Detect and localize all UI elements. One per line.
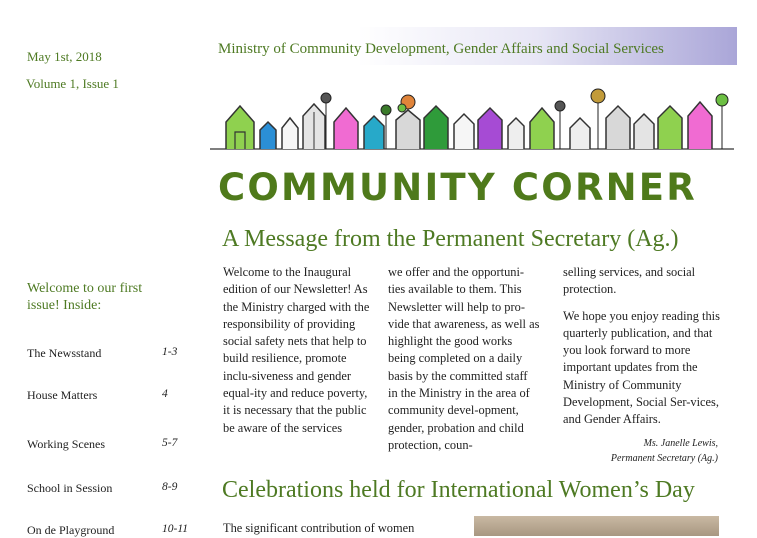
tree-4 xyxy=(555,101,565,111)
toc-item-label[interactable]: House Matters xyxy=(27,388,98,402)
house-9 xyxy=(454,114,474,149)
house-6 xyxy=(364,116,384,149)
article-column-1: Welcome to the Inaugural edition of our Newsletter! As the Ministry charged with the responsibility of providing social safety nets that help to build resilience, promote inclu-siveness and gender equal-ity and reduce poverty, it is necessary that the public be aware of the services xyxy=(223,265,370,435)
house-14 xyxy=(606,106,630,149)
sidebar-welcome: Welcome to our first issue! Inside: xyxy=(27,281,143,313)
house-10 xyxy=(478,108,502,149)
house-2 xyxy=(260,122,276,149)
article-2-photo xyxy=(474,516,719,536)
house-5 xyxy=(334,108,358,149)
signature-title: Permanent Secretary (Ag.) xyxy=(610,453,718,464)
article-column-3-paragraph-2: We hope you enjoy reading this quarterly publication, and that you look forward to more important updates from the Ministry of Community Development, Social Ser-vices, and Gender Affairs. xyxy=(563,308,720,427)
house-13 xyxy=(570,118,590,149)
article-column-2: we offer and the opportuni-ties available to them. This Newsletter will help to pro-vide that awareness, as well as highlight the good works being completed on a daily basis by the committed staff in the Ministry in the area of community devel-opment, gender, probation and child protection, coun- xyxy=(388,265,540,452)
article-2-snippet: The significant contribution of women xyxy=(223,521,415,535)
toc-item-pages: 10-11 xyxy=(162,523,188,535)
house-8 xyxy=(424,106,448,149)
house-7 xyxy=(396,110,420,149)
toc-item-pages: 1-3 xyxy=(162,346,178,358)
toc-item-pages: 5-7 xyxy=(162,437,178,449)
house-15 xyxy=(634,114,654,149)
houses-banner-illustration xyxy=(210,88,734,150)
tree-1 xyxy=(321,93,331,103)
ministry-name: Ministry of Community Development, Gender Affairs and Social Services xyxy=(218,41,664,57)
article-heading-ps-message: A Message from the Permanent Secretary (Ag.) xyxy=(222,226,679,252)
toc-item-label[interactable]: School in Session xyxy=(27,481,113,495)
toc-item-label[interactable]: The Newsstand xyxy=(27,346,102,360)
toc-item-label[interactable]: On de Playground xyxy=(27,523,115,537)
toc-item-pages: 4 xyxy=(162,388,168,400)
signature-block xyxy=(560,436,718,466)
article-column-3-paragraph-1: selling services, and social protection. xyxy=(563,265,696,297)
house-17 xyxy=(688,102,712,149)
toc-item-label[interactable]: Working Scenes xyxy=(27,437,106,451)
issue-date: May 1st, 2018 xyxy=(27,49,102,64)
toc-item-pages: 8-9 xyxy=(162,481,178,493)
house-12 xyxy=(530,108,554,149)
issue-volume: Volume 1, Issue 1 xyxy=(26,76,119,91)
house-11 xyxy=(508,118,524,149)
tree-5 xyxy=(591,89,605,103)
house-16 xyxy=(658,106,682,149)
house-1 xyxy=(226,106,254,149)
house-3 xyxy=(282,118,298,149)
article-heading-womens-day: Celebrations held for International Women’s Day xyxy=(222,477,695,503)
signature-name: Ms. Janelle Lewis, xyxy=(643,438,718,449)
tree-6 xyxy=(716,94,728,106)
newsletter-title: COMMUNITY CORNER xyxy=(218,166,697,209)
article-column-3 xyxy=(563,264,731,438)
tree-2 xyxy=(381,105,391,115)
